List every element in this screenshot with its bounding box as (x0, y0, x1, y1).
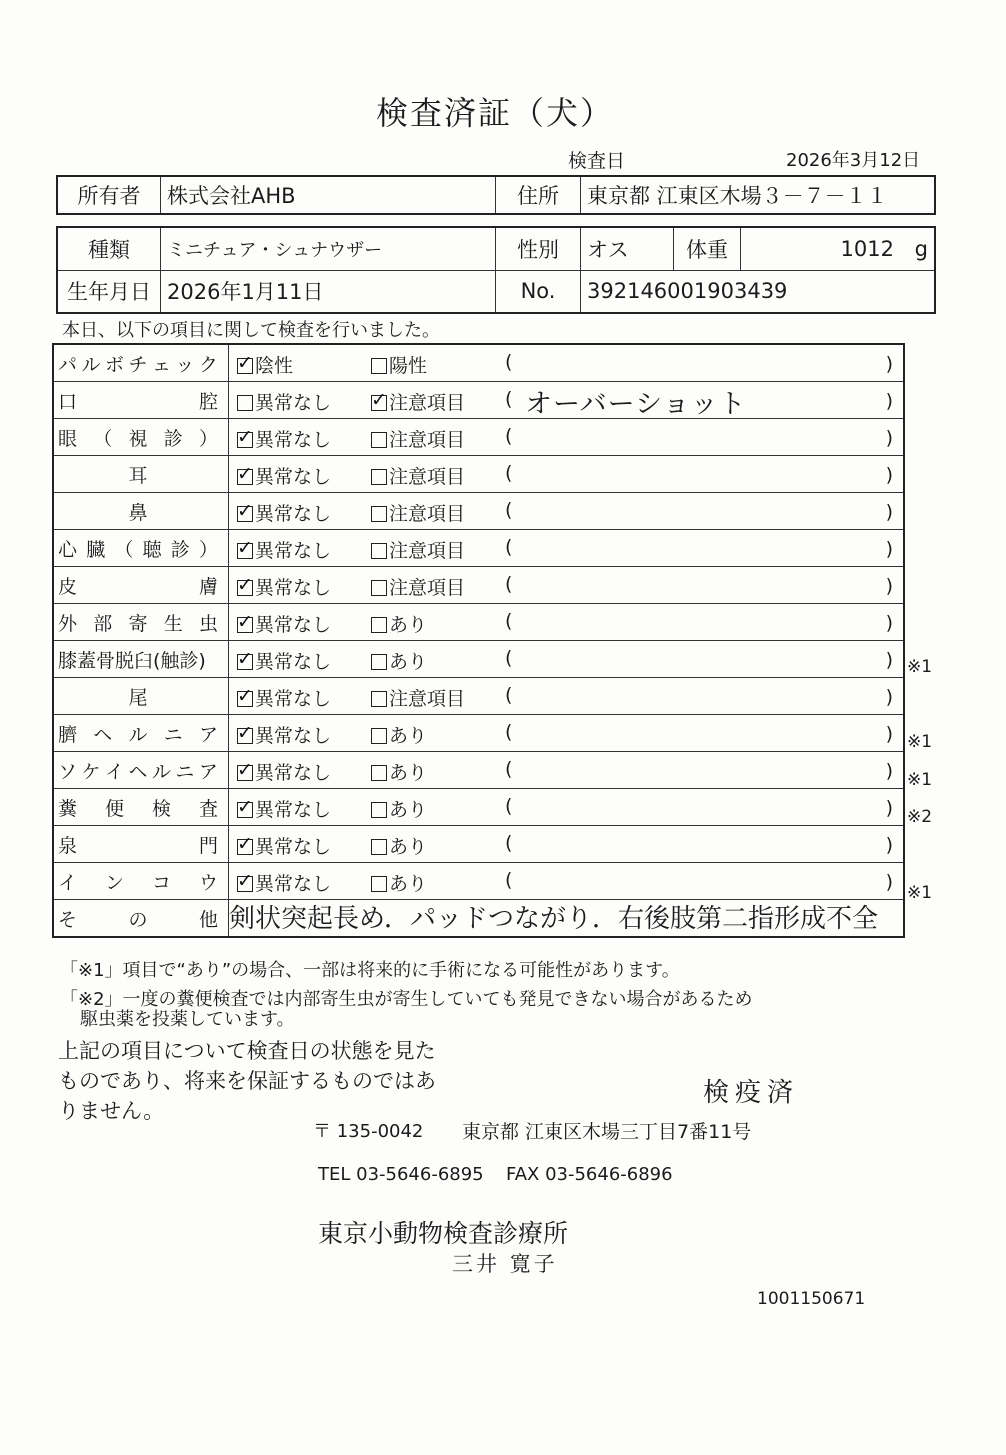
option-2 (371, 573, 465, 600)
option-1-label: 異常なし (255, 725, 332, 747)
exam-row (53, 826, 904, 863)
footnote-mark: ※2 (907, 807, 933, 828)
checkbox-checked-icon[interactable] (237, 839, 253, 855)
option-1-label: 異常なし (255, 836, 332, 858)
clinic-address: 東京都 江東区木場三丁目7番11号 (462, 1121, 752, 1143)
option-1-label: 異常なし (255, 614, 332, 636)
exam-item-label (58, 757, 218, 784)
checkbox-unchecked-icon[interactable] (371, 802, 387, 818)
checkbox-unchecked-icon[interactable] (371, 691, 387, 707)
exam-item-char: 糞 (58, 797, 78, 820)
exam-item-cell (53, 530, 229, 567)
exam-item-char: 虫 (198, 612, 218, 635)
checkbox-unchecked-icon[interactable] (371, 543, 387, 559)
quarantine-stamp: 検疫済 (703, 1078, 800, 1108)
option-1-label: 異常なし (255, 503, 332, 525)
exam-row (53, 863, 904, 900)
exam-item-char: 臓 (86, 538, 106, 561)
exam-item-char: 生 (163, 612, 183, 635)
exam-row (53, 382, 904, 419)
exam-row (53, 456, 904, 493)
option-1 (237, 425, 331, 452)
checkbox-unchecked-icon[interactable] (371, 765, 387, 781)
certificate-title: 検査済証（犬） (375, 94, 614, 132)
checkbox-unchecked-icon[interactable] (371, 876, 387, 892)
exam-item-char: 泉 (58, 834, 78, 857)
exam-row (53, 789, 904, 826)
paren-close: ) (885, 797, 893, 819)
option-2 (371, 647, 427, 674)
exam-item-label (58, 535, 218, 562)
exam-item-label (58, 424, 218, 451)
exam-item-char: 査 (198, 797, 218, 820)
exam-result-cell (229, 752, 905, 789)
option-2 (371, 832, 427, 859)
exam-item-label (58, 905, 218, 932)
exam-item-label (58, 572, 218, 599)
option-2-label: あり (389, 799, 428, 821)
exam-result-cell (229, 641, 905, 678)
checkbox-unchecked-icon[interactable] (371, 469, 387, 485)
option-2-label: 注意項目 (389, 503, 466, 525)
paren-open: ( (505, 869, 513, 891)
intro-text: 本日、以下の項目に関して検査を行いました。 (62, 320, 440, 341)
exam-result-cell (229, 382, 905, 419)
exam-item-char: 膚 (198, 575, 218, 598)
exam-result-cell (229, 604, 905, 641)
option-2 (371, 684, 465, 711)
option-2 (371, 758, 427, 785)
handwritten-note: オーバーショット (525, 389, 747, 419)
option-1-label: 異常なし (255, 799, 332, 821)
exam-item-char: 診 (170, 538, 190, 561)
exam-item-char: 寄 (128, 612, 148, 635)
exam-item-cell (53, 567, 229, 604)
disclaimer: 上記の項目について検査日の状態を見たものであり、将来を保証するものではありません。 (58, 1039, 436, 1123)
paren-close: ) (885, 390, 893, 412)
checkbox-checked-icon[interactable] (237, 432, 253, 448)
exam-item-char: （ (93, 427, 113, 450)
exam-item-char: ） (198, 427, 218, 450)
paren-open: ( (505, 388, 513, 410)
exam-row (53, 604, 904, 641)
exam-item-char: ル (151, 760, 171, 783)
breed-value: ミニチュア・シュナウザー (161, 227, 496, 270)
paren-open: ( (505, 610, 513, 632)
checkbox-unchecked-icon[interactable] (371, 358, 387, 374)
checkbox-unchecked-icon[interactable] (371, 839, 387, 855)
option-1 (237, 388, 331, 415)
footnote-2-cont: 駆虫薬を投薬しています。 (80, 1009, 295, 1030)
paren-open: ( (505, 536, 513, 558)
option-2-label: あり (389, 873, 428, 895)
sex-label: 性別 (496, 227, 581, 270)
exam-item-char: ニ (163, 723, 183, 746)
option-1-label: 異常なし (255, 540, 332, 562)
exam-row (53, 493, 904, 530)
paren-open: ( (505, 499, 513, 521)
option-2-label: 注意項目 (389, 688, 466, 710)
exam-result-cell (229, 419, 905, 456)
exam-item-char: そ (58, 908, 78, 931)
option-1 (237, 573, 331, 600)
exam-date-value: 2026年3月12日 (786, 150, 921, 171)
footnote-2: 「※2」一度の糞便検査では内部寄生虫が寄生していても発見できない場合があるため (60, 989, 753, 1010)
option-2 (371, 721, 427, 748)
exam-item-char: ン (104, 871, 124, 894)
exam-item-char: （ (114, 538, 134, 561)
exam-item-cell (53, 863, 229, 900)
paren-close: ) (885, 760, 893, 782)
exam-item-char: コ (151, 871, 171, 894)
exam-item-char: 臍 (58, 723, 78, 746)
exam-item-char: ア (198, 760, 218, 783)
owner-table (56, 175, 936, 215)
exam-row-other (53, 900, 904, 938)
exam-result-cell (229, 678, 905, 715)
exam-row (53, 567, 904, 604)
exam-row (53, 752, 904, 789)
exam-item-char: 検 (151, 797, 171, 820)
paren-open: ( (505, 721, 513, 743)
exam-item-cell (53, 493, 229, 530)
clinic-name: 東京小動物検査診療所 (318, 1219, 569, 1248)
exam-item-label (58, 350, 218, 377)
exam-item-char: ケ (81, 760, 101, 783)
option-1 (237, 869, 331, 896)
exam-item-char: ソ (58, 760, 78, 783)
weight-value: 1012 (840, 236, 894, 261)
exam-item-label (58, 720, 218, 747)
option-1 (237, 721, 331, 748)
option-1-label: 異常なし (255, 466, 332, 488)
paren-close: ) (885, 501, 893, 523)
option-1-label: 異常なし (255, 873, 332, 895)
option-2-label: あり (389, 651, 428, 673)
exam-item-label (58, 609, 218, 636)
checkbox-checked-icon[interactable] (237, 802, 253, 818)
option-1 (237, 795, 331, 822)
paren-open: ( (505, 647, 513, 669)
exam-row (53, 641, 904, 678)
exam-item-char: 心 (58, 538, 78, 561)
option-1-label: 異常なし (255, 762, 332, 784)
option-2-label: あり (389, 762, 428, 784)
exam-item-label (58, 868, 218, 895)
paren-close: ) (885, 464, 893, 486)
option-1 (237, 351, 293, 378)
paren-close: ) (885, 871, 893, 893)
serial-number: 1001150671 (757, 1289, 866, 1309)
option-1 (237, 610, 331, 637)
exam-item-cell (53, 382, 229, 419)
number-value: 392146001903439 (581, 270, 936, 313)
owner-value: 株式会社AHB (161, 176, 496, 214)
option-2 (371, 869, 427, 896)
exam-item-char: 門 (198, 834, 218, 857)
exam-item-cell (53, 419, 229, 456)
exam-item-char: ッ (175, 353, 195, 376)
paren-open: ( (505, 758, 513, 780)
exam-item-char: ェ (151, 353, 171, 376)
exam-item-cell (53, 344, 229, 382)
exam-result-cell (229, 493, 905, 530)
sex-value: オス (581, 227, 674, 270)
option-2 (371, 462, 465, 489)
exam-item-char: ） (198, 538, 218, 561)
option-2-label: あり (389, 836, 428, 858)
option-2-label: 注意項目 (389, 577, 466, 599)
exam-item-char: ク (198, 353, 218, 376)
exam-row (53, 344, 904, 382)
checkbox-checked-icon[interactable] (237, 876, 253, 892)
exam-item-char: 診 (163, 427, 183, 450)
exam-item-char: 便 (104, 797, 124, 820)
breed-label: 種類 (57, 227, 161, 270)
exam-item-char: イ (58, 871, 78, 894)
address-label: 住所 (496, 176, 581, 214)
option-1 (237, 647, 331, 674)
option-1 (237, 499, 331, 526)
exam-result-cell (229, 863, 905, 900)
option-2 (371, 499, 465, 526)
exam-item-char: ル (128, 723, 148, 746)
option-1 (237, 758, 331, 785)
exam-item-char: ヘ (128, 760, 148, 783)
checkbox-checked-icon[interactable] (371, 395, 387, 411)
exam-item-char: 皮 (58, 575, 78, 598)
option-2-label: あり (389, 725, 428, 747)
checkbox-checked-icon[interactable] (237, 765, 253, 781)
paren-open: ( (505, 351, 513, 373)
exam-item-char: 口 (58, 390, 78, 413)
footnote-mark: ※1 (907, 732, 933, 752)
footnote-mark: ※1 (907, 769, 933, 790)
checkbox-checked-icon[interactable] (237, 728, 253, 744)
exam-item-label: 耳 (128, 464, 148, 487)
checkbox-checked-icon[interactable] (237, 617, 253, 633)
option-2-label: 注意項目 (389, 540, 466, 562)
option-1 (237, 684, 331, 711)
footnote-mark: ※1 (907, 656, 933, 677)
exam-row (53, 419, 904, 456)
exam-result-cell (229, 567, 905, 604)
exam-row (53, 530, 904, 567)
paren-open: ( (505, 832, 513, 854)
paren-close: ) (885, 649, 893, 671)
option-1-label: 異常なし (255, 577, 332, 599)
paren-close: ) (885, 538, 893, 560)
option-1 (237, 536, 331, 563)
checkbox-checked-icon[interactable] (237, 691, 253, 707)
checkbox-checked-icon[interactable] (237, 543, 253, 559)
weight-unit: g (914, 236, 928, 261)
exam-item-char: の (128, 908, 148, 931)
exam-item-char: イ (104, 760, 124, 783)
option-2 (371, 536, 465, 563)
birth-label: 生年月日 (57, 270, 161, 313)
exam-item-cell (53, 678, 229, 715)
exam-item-char: 外 (58, 612, 78, 635)
exam-item-char: ボ (104, 353, 124, 376)
exam-result-cell (229, 789, 905, 826)
exam-item-label: 尾 (128, 686, 148, 709)
exam-item-char: 腔 (198, 390, 218, 413)
checkbox-checked-icon[interactable] (237, 358, 253, 374)
paren-close: ) (885, 834, 893, 856)
paren-open: ( (505, 425, 513, 447)
exam-item-char: ウ (198, 871, 218, 894)
weight-label: 体重 (674, 227, 741, 270)
checkbox-unchecked-icon[interactable] (371, 580, 387, 596)
exam-item-label: 膝蓋骨脱臼(触診) (58, 649, 206, 672)
birth-value: 2026年1月11日 (161, 270, 496, 313)
clinic-fax: FAX 03-5646-6896 (506, 1164, 673, 1185)
exam-item-label (58, 794, 218, 821)
exam-item-char: 聴 (142, 538, 162, 561)
option-2-label: あり (389, 614, 428, 636)
clinic-zip: 〒 135-0042 (313, 1121, 424, 1142)
option-1-label: 陰性 (255, 355, 294, 377)
exam-result-cell (229, 456, 905, 493)
exam-item-cell (53, 604, 229, 641)
option-1-label: 異常なし (255, 392, 332, 414)
exam-item-cell (53, 826, 229, 863)
exam-item-cell (53, 752, 229, 789)
paren-close: ) (885, 427, 893, 449)
paren-close: ) (885, 612, 893, 634)
footnote-1: 「※1」項目で“あり”の場合、一部は将来的に手術になる可能性があります。 (60, 960, 680, 981)
paren-open: ( (505, 573, 513, 595)
option-2 (371, 425, 465, 452)
paren-close: ) (885, 353, 893, 375)
weight-cell (741, 227, 936, 270)
footnote-mark: ※1 (907, 882, 933, 903)
exam-item-char: チ (128, 353, 148, 376)
checkbox-checked-icon[interactable] (237, 469, 253, 485)
paren-close: ) (885, 575, 893, 597)
checkbox-checked-icon[interactable] (237, 506, 253, 522)
option-2-label: 陽性 (389, 355, 428, 377)
exam-result-cell (229, 530, 905, 567)
option-1-label: 異常なし (255, 688, 332, 710)
option-1-label: 異常なし (255, 429, 332, 451)
paren-open: ( (505, 684, 513, 706)
option-1 (237, 462, 331, 489)
checkbox-unchecked-icon[interactable] (371, 617, 387, 633)
option-2 (371, 388, 465, 415)
option-2 (371, 610, 427, 637)
exam-result-cell (229, 826, 905, 863)
exam-row (53, 715, 904, 752)
option-1 (237, 832, 331, 859)
veterinarian-name: 三井 寛子 (452, 1252, 558, 1276)
option-2-label: 注意項目 (389, 429, 466, 451)
other-findings-cell (229, 900, 905, 938)
checkbox-checked-icon[interactable] (237, 580, 253, 596)
exam-row (53, 678, 904, 715)
exam-item-label (58, 831, 218, 858)
checkbox-unchecked-icon[interactable] (371, 506, 387, 522)
address-value: 東京都 江東区木場３－７－１１ (581, 176, 936, 214)
clinic-tel: TEL 03-5646-6895 (318, 1164, 484, 1185)
exam-item-cell (53, 456, 229, 493)
option-2-label: 注意項目 (389, 466, 466, 488)
paren-close: ) (885, 723, 893, 745)
exam-item-cell (53, 789, 229, 826)
exam-result-cell (229, 715, 905, 752)
exam-item-char: 視 (128, 427, 148, 450)
exam-item-char: 部 (93, 612, 113, 635)
paren-open: ( (505, 795, 513, 817)
animal-table (56, 226, 936, 314)
exam-item-char: パ (58, 353, 78, 376)
exam-item-cell (53, 715, 229, 752)
checkbox-unchecked-icon[interactable] (371, 432, 387, 448)
option-2 (371, 351, 427, 378)
exam-item-label: 鼻 (128, 501, 148, 524)
exam-item-char: ル (81, 353, 101, 376)
exam-item-char: ヘ (93, 723, 113, 746)
exam-date-label: 検査日 (568, 150, 626, 172)
owner-label: 所有者 (57, 176, 161, 214)
checkbox-checked-icon[interactable] (237, 654, 253, 670)
exam-item-char: ア (198, 723, 218, 746)
handwritten-other-findings: 剣状突起長め．パッドつながり．右後肢第二指形成不全 (229, 904, 878, 934)
paren-open: ( (505, 462, 513, 484)
paren-close: ) (885, 686, 893, 708)
exam-item-char: 眼 (58, 427, 78, 450)
number-label: No. (496, 270, 581, 313)
option-2-label: 注意項目 (389, 392, 466, 414)
exam-result-cell (229, 344, 905, 382)
option-2 (371, 795, 427, 822)
exam-item-cell (53, 641, 229, 678)
checkbox-unchecked-icon[interactable] (371, 728, 387, 744)
checkbox-unchecked-icon[interactable] (237, 395, 253, 411)
option-1-label: 異常なし (255, 651, 332, 673)
exam-item-char: ニ (175, 760, 195, 783)
exam-table (52, 343, 905, 938)
checkbox-unchecked-icon[interactable] (371, 654, 387, 670)
exam-item-char: 他 (198, 908, 218, 931)
exam-item-label (58, 387, 218, 414)
exam-item-cell (53, 900, 229, 938)
